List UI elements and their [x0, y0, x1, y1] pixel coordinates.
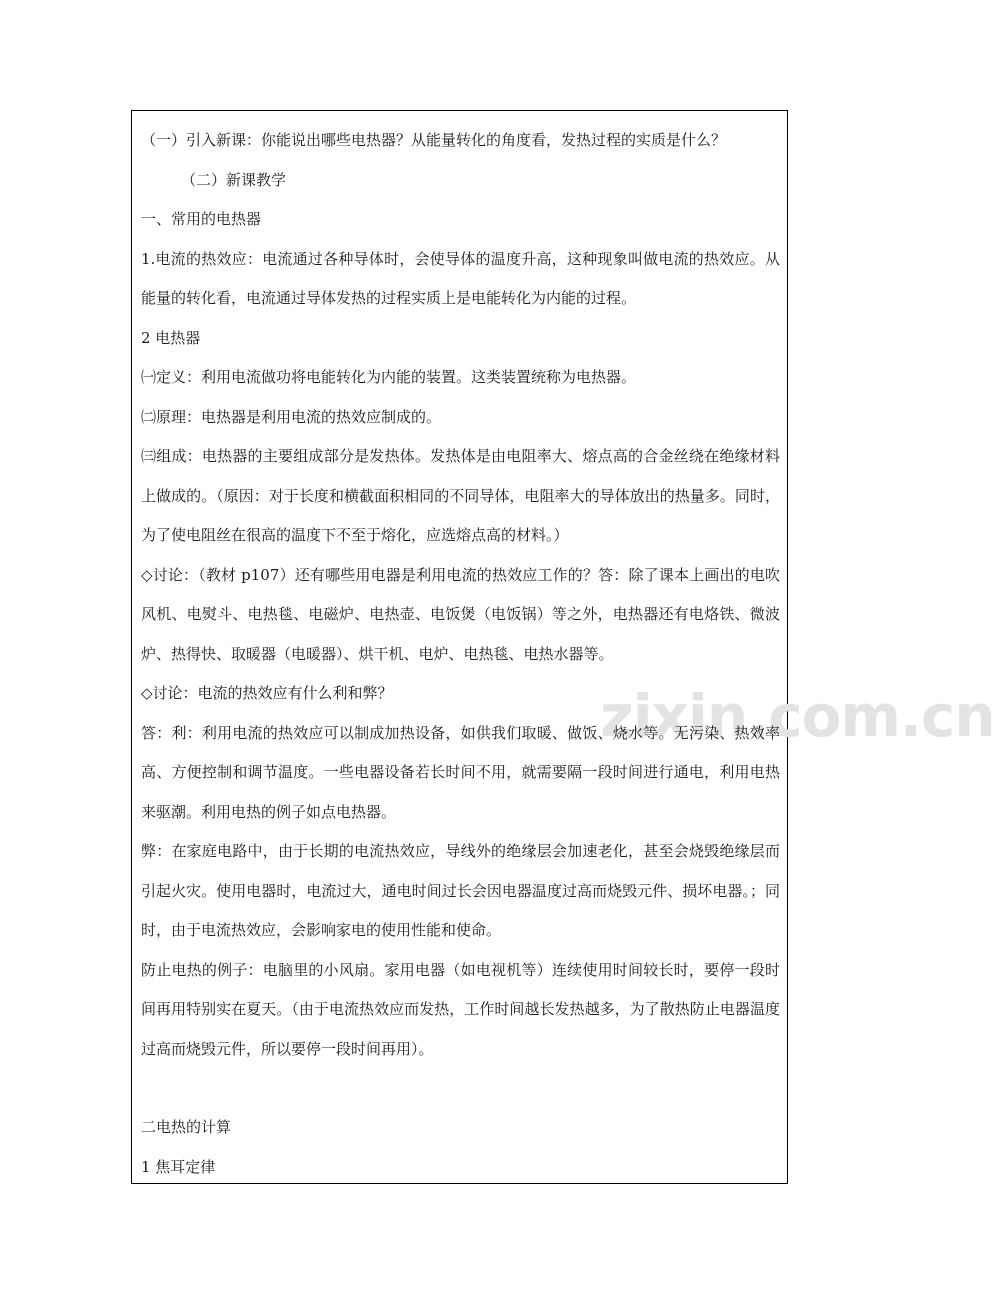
blank-line — [141, 1069, 780, 1108]
discussion-paragraph-1: ◇讨论：（教材 p107）还有哪些用电器是利用电流的热效应工作的？答：除了课本上画出的电吹风机、电熨斗、电热毯、电磁炉、电热壶、电饭煲（电饭锅）等之外，电热器还有电烙铁、微波炉、热得快、取暖器（电暖器）、烘干机、电炉、电热毯、电热水器等。 — [141, 565, 780, 663]
subheading-heater: 2 电热器 — [141, 328, 201, 347]
subheading-joule-law: 1 焦耳定律 — [141, 1157, 216, 1176]
definition-paragraph: ㈠定义：利用电流做功将电能转化为内能的装置。这类装置统称为电热器。 — [141, 368, 637, 386]
discussion-paragraph-2: ◇讨论：电流的热效应有什么利和弊？ — [141, 684, 393, 702]
heat-effect-paragraph: 1.电流的热效应：电流通过各种导体时，会使导体的温度升高，这种现象叫做电流的热效应。从能量的转化看，电流通过导体发热的过程实质上是电能转化为内能的过程。 — [141, 249, 780, 307]
lesson-content-frame — [131, 110, 995, 1184]
principle-paragraph: ㈡原理：电热器是利用电流的热效应制成的。 — [141, 407, 442, 426]
intro-paragraph: （一）引入新课：你能说出哪些电热器？从能量转化的角度看，发热过程的实质是什么？ — [141, 131, 727, 149]
prevention-paragraph: 防止电热的例子：电脑里的小风扇。家用电器（如电视机等）连续使用时间较长时，要停一段时间再用特别实在夏天。（由于电流热效应而发热，工作时间越长发热越多，为了散热防止电器温度过高而烧毁元件，所以要停一段时间再用）。 — [141, 960, 780, 1058]
section-heading-new-lesson: （二）新课教学 — [181, 170, 287, 189]
benefits-paragraph: 答：利：利用电流的热效应可以制成加热设备，如供我们取暖、做饭、烧水等。无污染、热效率高、方便控制和调节温度。一些电器设备若长时间不用，就需要隔一段时间进行通电，利用电热来驱潮。利用电热的例子如点电热器。 — [141, 723, 780, 821]
section-heading-common-heaters: 一、常用的电热器 — [141, 210, 262, 228]
section-heading-heat-calculation: 二电热的计算 — [141, 1118, 232, 1136]
watermark: zixin.com.cn — [600, 682, 995, 750]
drawbacks-paragraph: 弊：在家庭电路中，由于长期的电流热效应，导线外的绝缘层会加速老化，甚至会烧毁绝缘层而引起火灾。使用电器时，电流过大，通电时间过长会因电器温度过高而烧毁元件、损坏电器。；同时，由于电流热效应，会影响家电的使用性能和使命。 — [141, 842, 780, 939]
lesson-content — [141, 121, 780, 1187]
composition-paragraph: ㈢组成：电热器的主要组成部分是发热体。发热体是由电阻率大、熔点高的合金丝绕在绝缘材料上做成的。（原因：对于长度和横截面积相同的不同导体，电阻率大的导体放出的热量多。同时，为了使电阻丝在很高的温度下不至于熔化，应选熔点高的材料。） — [141, 447, 780, 544]
